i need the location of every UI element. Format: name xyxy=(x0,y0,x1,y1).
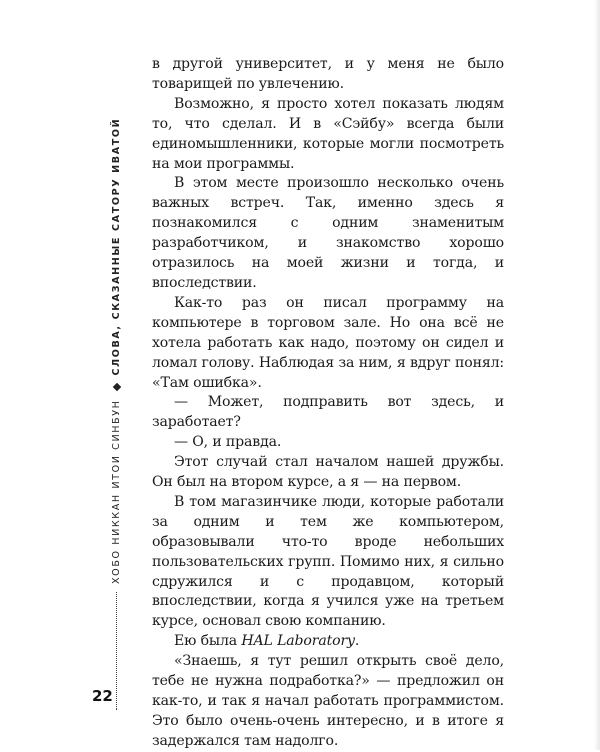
paragraph: в другой университет, и у меня не было товарищей по увлечению. xyxy=(152,56,504,92)
paragraph: В этом месте произошло несколько очень важных встреч. Так, именно здесь я познакомился с одним знаменитым разработчиком, и знакомство хорошо отразилось на моей жизни и тогда, и впоследствии. xyxy=(152,175,504,291)
body-text xyxy=(152,55,504,752)
company-paragraph xyxy=(152,632,504,652)
dialogue-line: — О, и правда. xyxy=(174,434,282,451)
company-suffix: . xyxy=(354,633,360,650)
paragraph: «Знаешь, я тут решил открыть своё дело, тебе не нужна подработка?» — предложил он как-то, и так я начал работать программистом. Это было очень-очень интересно, и в итоге я задержался там надолго. xyxy=(152,653,504,749)
paragraph: Возможно, я просто хотел показать людям то, что сделал. И в «Сэйбу» всегда были единомышленники, которые могли посмотреть на мои программы. xyxy=(152,95,504,172)
diamond-icon xyxy=(112,383,120,391)
paragraph: В том магазинчике люди, которые работали за одним и тем же компьютером, образовывали что-то вроде небольших пользовательских групп. Помимо них, я сильно сдружился и с продавцом, который впоследствии, когда я учился уже на третьем курсе, основал свою компанию. xyxy=(152,493,504,630)
paragraph: Этот случай стал началом нашей дружбы. Он был на втором курсе, а я — на первом. xyxy=(152,454,504,491)
dialogue-line: — Может, подправить вот здесь, и заработает? xyxy=(152,394,504,431)
paragraph: Как-то раз он писал программу на компьютере в торговом зале. Но она всё не хотела работать как надо, поэтому он сидел и ломал голову. Наблюдая за ним, я вдруг понял: «Там ошибка». xyxy=(152,294,504,391)
page-number: 22 xyxy=(92,687,113,705)
running-head xyxy=(111,70,122,710)
company-prefix: Ею была xyxy=(174,633,242,650)
company-name: HAL Laboratory xyxy=(241,633,355,650)
running-head-title: СЛОВА, СКАЗАННЫЕ САТОРУ ИВАТОЙ xyxy=(111,117,122,376)
running-head-dotted-rule xyxy=(116,592,117,710)
running-head-book: ХОБО НИККАН ИТОИ СИНБУН xyxy=(111,399,122,584)
page-gutter-shadow xyxy=(594,0,600,750)
